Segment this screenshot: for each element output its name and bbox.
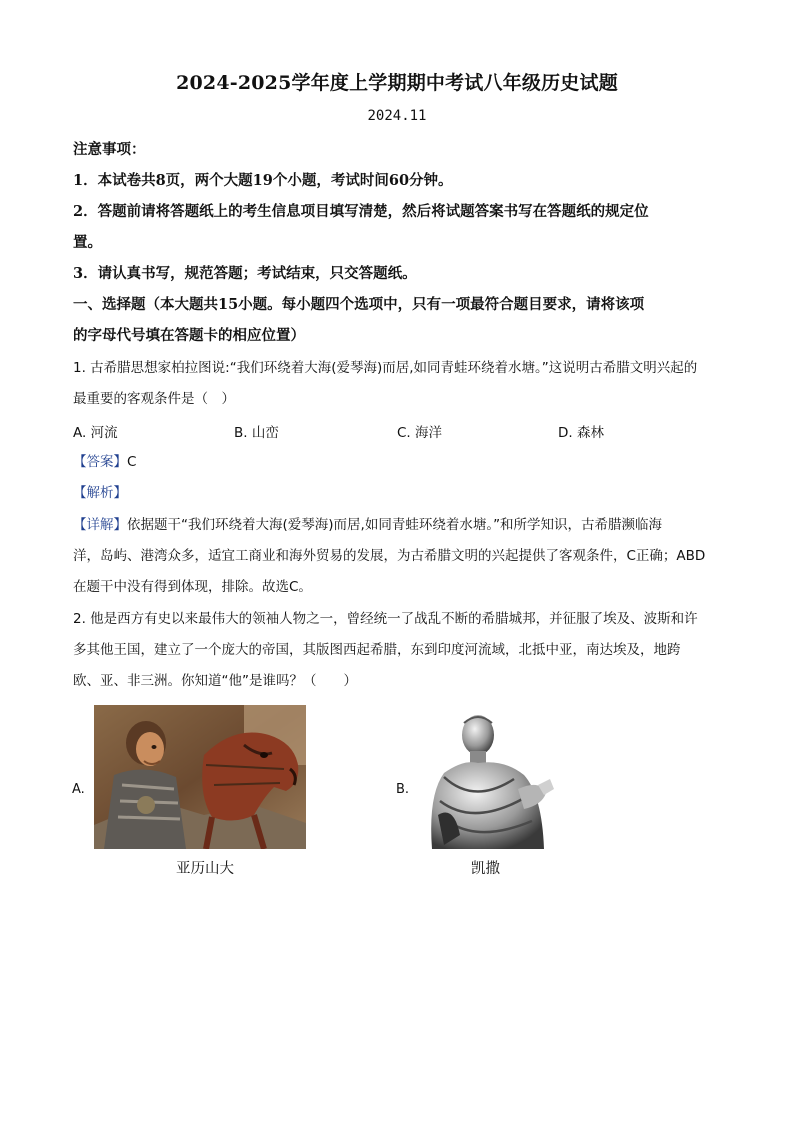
q2-option-a-caption: 亚历山大: [176, 861, 234, 877]
answer-tag: 【答案】: [73, 454, 127, 470]
q1-option-c: C. 海洋: [397, 425, 443, 441]
q1-option-a: A. 河流: [73, 425, 118, 441]
q2-option-a-label: A.: [72, 782, 85, 797]
notice-heading: 注意事项：: [73, 141, 146, 158]
q1-option-b: B. 山峦: [234, 425, 279, 441]
detail-text-1: 依据题干“我们环绕着大海(爱琴海)而居,如同青蛙环绕着水塘。”和所学知识，古希腊濒临海: [127, 517, 663, 533]
exam-title: 2024-2025学年度上学期期中考试八年级历史试题: [176, 72, 618, 94]
caesar-statue-image: [414, 705, 562, 849]
alexander-mosaic-image: [94, 705, 306, 849]
analysis-tag: 【解析】: [73, 485, 127, 501]
detail-tag: 【详解】: [73, 517, 127, 533]
q1-detail-line-2: 洋，岛屿、港湾众多，适宜工商业和海外贸易的发展，为古希腊文明的兴起提供了客观条件，C正确；ABD: [73, 548, 706, 564]
q2-option-b-label: B.: [396, 782, 410, 797]
q1-answer-line: [73, 452, 733, 472]
q2-stem-line-1: 2. 他是西方有史以来最伟大的领袖人物之一，曾经统一了战乱不断的希腊城邦，并征服了埃及、波斯和许: [73, 611, 698, 627]
exam-date: 2024.11: [367, 108, 427, 124]
notice-item-2-cont: 置。: [73, 234, 102, 251]
q1-stem-line-2: 最重要的客观条件是（ ）: [73, 391, 235, 407]
notice-item-1: 1．本试卷共8页，两个大题19个小题，考试时间60分钟。: [73, 172, 453, 189]
q1-option-d: D. 森林: [558, 425, 604, 441]
answer-value: C: [127, 454, 137, 470]
q1-analysis-line: [73, 483, 733, 503]
q2-stem-line-2: 多其他王国，建立了一个庞大的帝国，其版图西起希腊，东到印度河流域，北抵中亚，南达埃及，地跨: [73, 642, 681, 658]
notice-item-2: 2．答题前请将答题纸上的考生信息项目填写清楚，然后将试题答案书写在答题纸的规定位: [73, 203, 649, 220]
section-heading-line-1: 一、选择题（本大题共15小题。每小题四个选项中，只有一项最符合题目要求，请将该项: [73, 296, 645, 313]
q1-detail-line-3: 在题干中没有得到体现，排除。故选C。: [73, 579, 312, 595]
q2-option-b-caption: 凯撒: [471, 861, 500, 877]
q1-stem-line-1: 1. 古希腊思想家柏拉图说:“我们环绕着大海(爱琴海)而居,如同青蛙环绕着水塘。”这说明古希腊文明兴起的: [73, 360, 698, 376]
q1-detail-line-1: [73, 515, 733, 535]
q2-stem-line-3: 欧、亚、非三洲。你知道“他”是谁吗？（ ）: [73, 673, 357, 689]
section-heading-line-2: 的字母代号填在答题卡的相应位置）: [73, 327, 305, 344]
notice-item-3: 3．请认真书写，规范答题；考试结束，只交答题纸。: [73, 265, 417, 282]
